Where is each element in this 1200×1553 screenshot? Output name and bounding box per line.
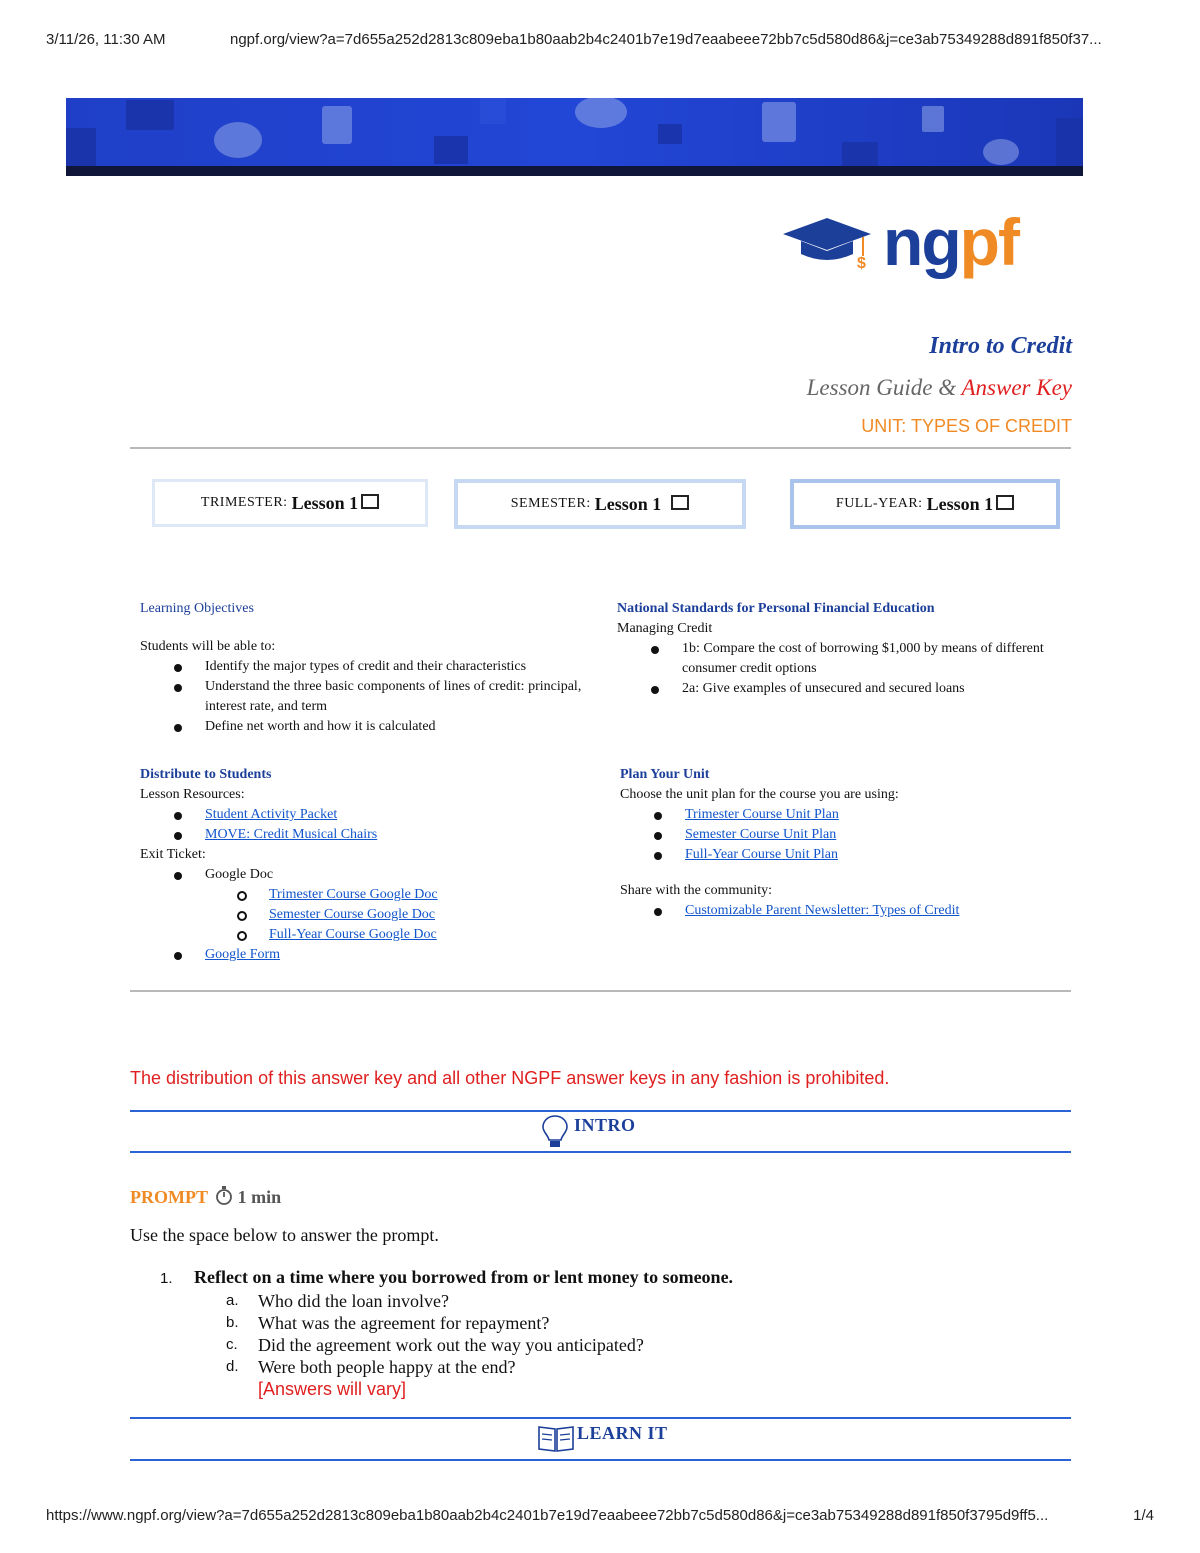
banner-decoration [66,98,1083,176]
national-standards [617,599,1047,699]
question-number: 1. [160,1270,173,1287]
list-item: Define net worth and how it is calculated [140,717,590,737]
list-item: Identify the major types of credit and their characteristics [140,657,590,677]
lesson-box-semester[interactable] [454,479,746,529]
standards-list [617,639,1047,699]
plan-intro: Choose the unit plan for the course you are using: [620,787,899,802]
standards-heading: National Standards for Personal Financial Education [617,601,935,616]
unit-label: UNIT: TYPES OF CREDIT [861,416,1072,436]
list-item: 2a: Give examples of unsecured and secured loans [617,679,1047,699]
print-footer-url: https://www.ngpf.org/view?a=7d655a252d2813c809eba1b80aab2b4c2401b7e19d7eaabeee72bb7c5d580d86&j=ce3ab75349288d891f850f3795d9ff5... [46,1507,1049,1524]
intro-label: INTRO [574,1114,636,1135]
objectives-heading: Learning Objectives [140,601,254,616]
lesson-prefix: TRIMESTER: [200,495,288,510]
list-item: Understand the three basic components of lines of credit: principal, interest rate, and term [140,677,590,717]
intro-section-header [540,1112,636,1152]
svg-text:$: $ [857,255,866,272]
prompt-header [130,1186,281,1208]
learn-it-label: LEARN IT [577,1422,668,1443]
full-year-google-doc-link[interactable]: Full-Year Course Google Doc [269,927,437,942]
objectives-list [140,657,590,737]
distribution-warning: The distribution of this answer key and all other NGPF answer keys in any fashion is prohibited. [130,1068,890,1088]
print-date: 3/11/26, 11:30 AM [46,31,166,48]
question-text: Reflect on a time where you borrowed from or lent money to someone. [194,1267,734,1287]
objectives-intro: Students will be able to: [140,639,276,654]
trimester-unit-plan-link[interactable]: Trimester Course Unit Plan [685,807,839,822]
header-banner [66,98,1083,176]
section-rule [130,1151,1071,1153]
stopwatch-icon [215,1186,233,1206]
distribute-to-students [140,765,590,965]
standards-sub: Managing Credit [617,621,713,636]
share-label: Share with the community: [620,883,773,898]
credit-musical-chairs-link[interactable]: MOVE: Credit Musical Chairs [205,827,378,842]
lightbulb-icon [540,1113,570,1151]
resources-label: Lesson Resources: [140,787,245,802]
page-number: 1/4 [1133,1507,1154,1524]
prompt-question [160,1266,1060,1400]
sub-question: b. What was the agreement for repayment? [226,1313,550,1333]
full-year-unit-plan-link[interactable]: Full-Year Course Unit Plan [685,847,838,862]
learning-objectives [140,599,590,737]
prompt-label: PROMPT [130,1187,208,1207]
plan-your-unit [620,765,1050,921]
print-url: ngpf.org/view?a=7d655a252d2813c809eba1b80aab2b4c2401b7e19d7eaabeee72bb7c5d580d86&j=ce3ab75349288d891f850f37... [230,31,1102,48]
list-item: Google Doc [140,865,590,885]
subtitle-lesson-guide: Lesson Guide & [806,375,962,400]
logo-wordmark: ngpf [883,205,1018,279]
book-icon [537,1423,575,1453]
lesson-prefix: FULL-YEAR: [835,496,923,511]
folder-icon [361,494,379,509]
ngpf-logo [783,205,1043,286]
plan-heading: Plan Your Unit [620,767,710,782]
section-rule [130,1459,1071,1461]
list-item: 1b: Compare the cost of borrowing $1,000 by means of different consumer credit options [617,639,1047,679]
google-form-link[interactable]: Google Form [205,947,281,962]
student-activity-packet-link[interactable]: Student Activity Packet [205,807,338,822]
sub-question: d. Were both people happy at the end? [226,1357,516,1377]
prompt-instructions: Use the space below to answer the prompt. [130,1225,439,1245]
section-rule [130,1417,1071,1419]
exit-ticket-label: Exit Ticket: [140,847,206,862]
subtitle-answer-key: Answer Key [961,375,1072,400]
page-subtitle [807,375,1072,401]
lesson-box-trimester[interactable] [152,479,428,527]
sub-question: a. Who did the loan involve? [226,1291,449,1311]
lesson-label: Lesson 1 [291,492,359,513]
divider [130,447,1071,449]
semester-unit-plan-link[interactable]: Semester Course Unit Plan [685,827,837,842]
lesson-prefix: SEMESTER: [510,496,591,511]
semester-google-doc-link[interactable]: Semester Course Google Doc [269,907,436,922]
lesson-box-full-year[interactable] [790,479,1060,529]
divider [130,990,1071,992]
distribute-heading: Distribute to Students [140,767,272,782]
folder-icon [671,495,689,510]
lesson-label: Lesson 1 [594,493,662,514]
folder-icon [996,495,1014,510]
page-title: Intro to Credit [929,333,1072,359]
learn-it-section-header [537,1420,668,1456]
banner-bar [66,166,1083,176]
answer-text: [Answers will vary] [258,1379,407,1399]
lesson-label: Lesson 1 [926,493,994,514]
prompt-time: 1 min [237,1187,282,1207]
parent-newsletter-link[interactable]: Customizable Parent Newsletter: Types of Credit [685,903,960,918]
sub-question: c. Did the agreement work out the way you anticipated? [226,1335,644,1355]
trimester-google-doc-link[interactable]: Trimester Course Google Doc [269,887,438,902]
